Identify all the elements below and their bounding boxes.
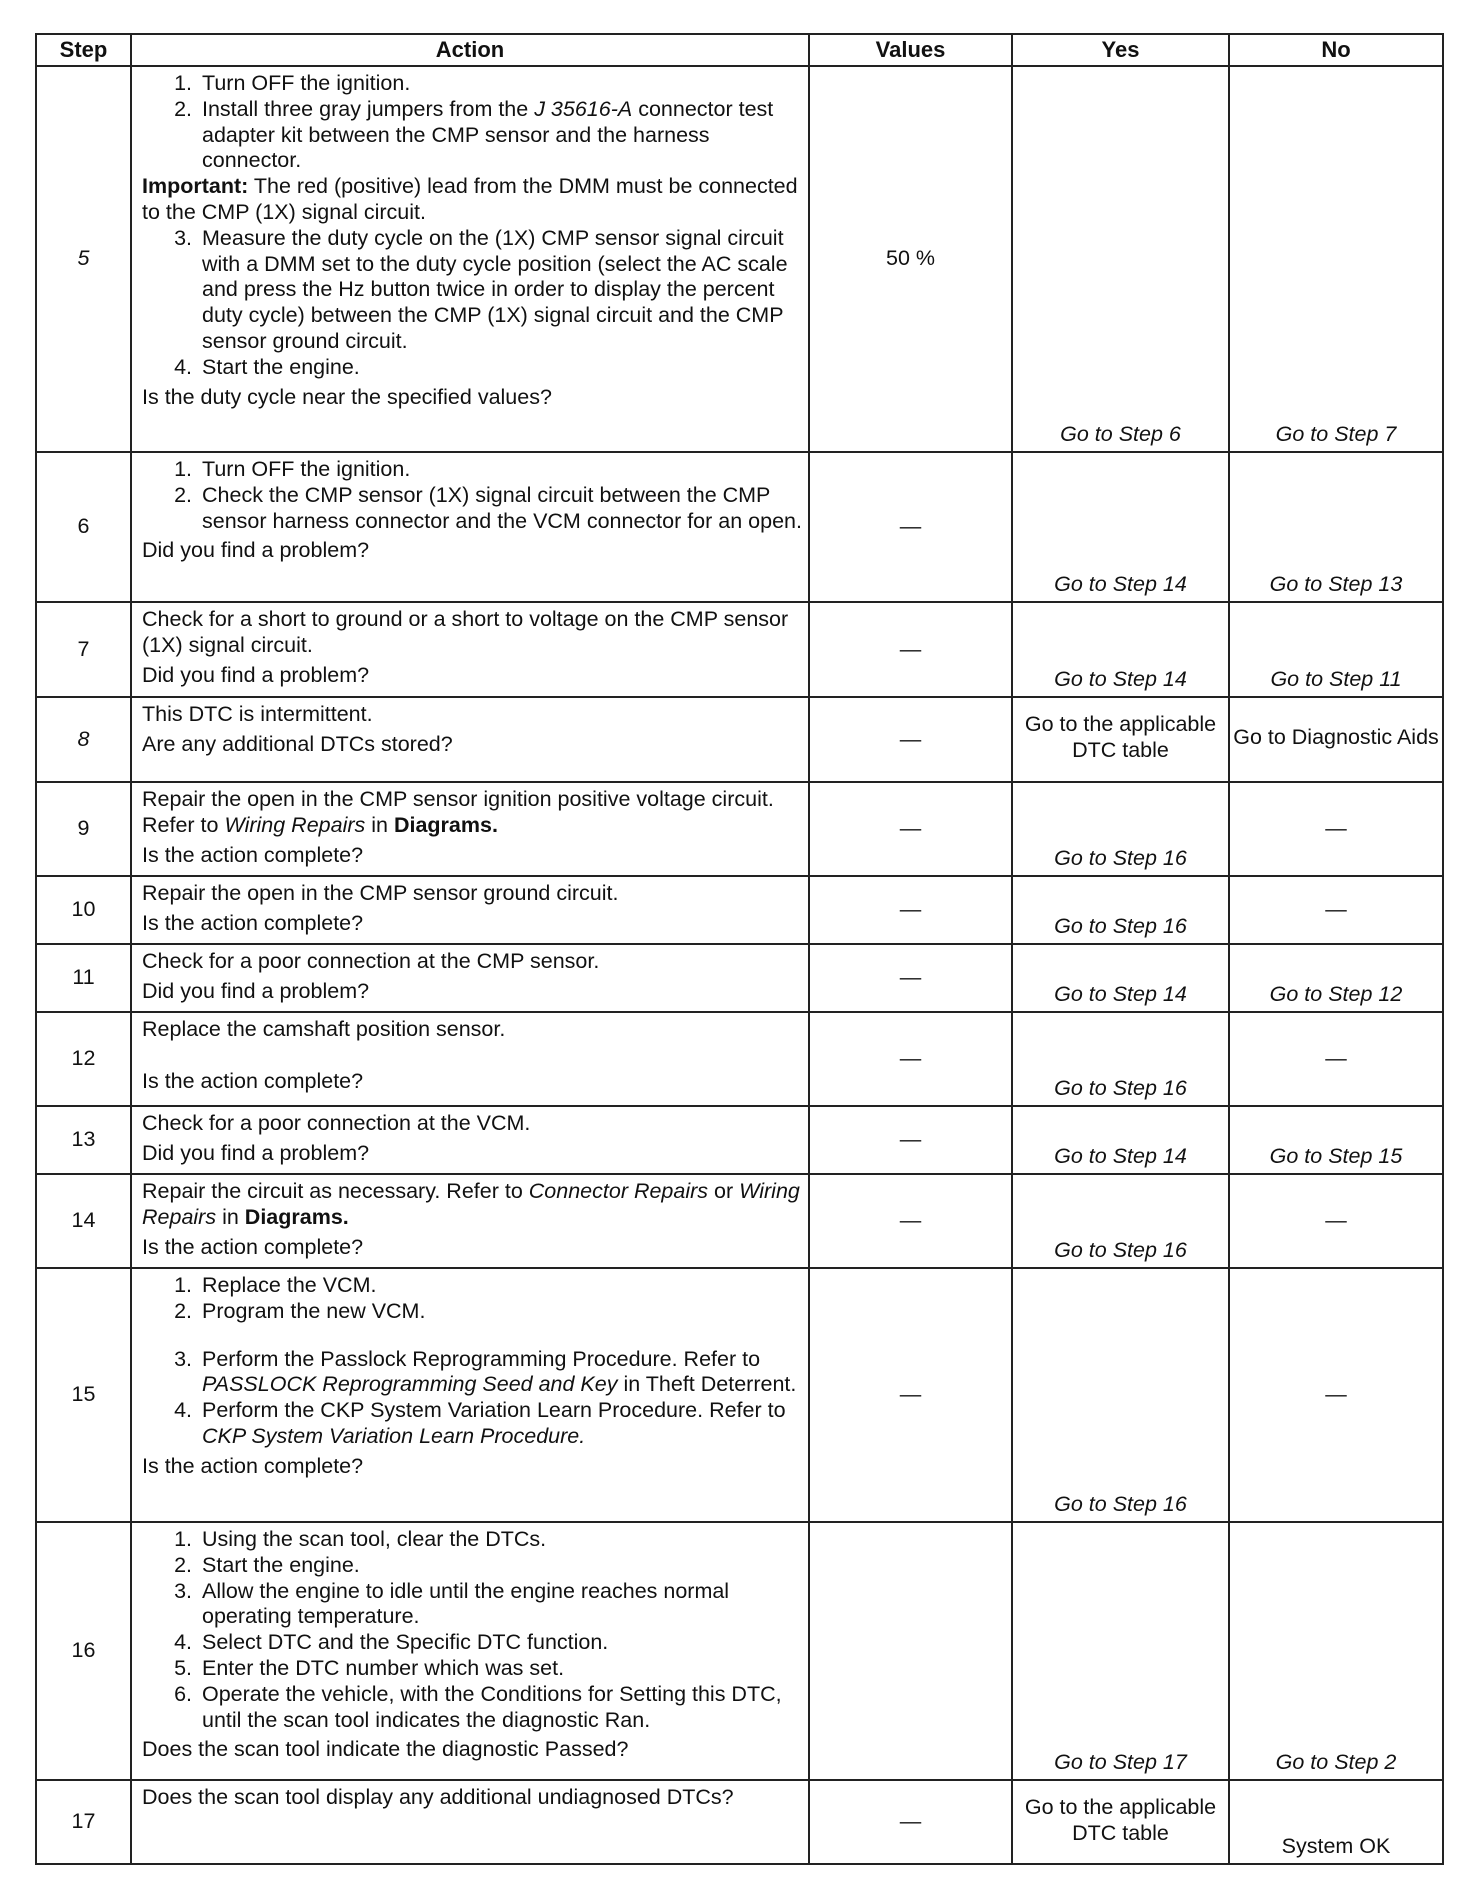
no-answer: — — [1229, 1012, 1443, 1106]
action-question: Did you find a problem? — [142, 1140, 370, 1165]
action-text: Check for a short to ground or a short to voltage on the CMP sensor (1X) signal circuit. — [142, 607, 789, 657]
action-item: 2. Install three gray jumpers from the J 35616-A connector test adapter kit between the CMP sensor and the harness connector. — [198, 97, 802, 174]
action-item: 2. Check the CMP sensor (1X) signal circuit between the CMP sensor harness connector and the VCM connector for an open. — [198, 483, 802, 535]
header-no: No — [1229, 34, 1443, 66]
no-answer: — — [1229, 1174, 1443, 1268]
action-cell — [131, 697, 809, 782]
action-item: 5. Enter the DTC number which was set. — [198, 1656, 802, 1682]
action-text: This DTC is intermittent. — [142, 702, 373, 726]
no-answer: Go to Step 12 — [1229, 944, 1443, 1012]
action-cell — [131, 1522, 809, 1780]
action-text: Check for a poor connection at the VCM. — [142, 1111, 531, 1135]
action-cell — [131, 782, 809, 876]
value-cell: — — [809, 1106, 1012, 1174]
table-row — [36, 602, 1443, 697]
diagnostic-table — [35, 33, 1444, 1865]
header-action: Action — [131, 34, 809, 66]
important-note: Important: The red (positive) lead from the DMM must be connected to the CMP (1X) signal circuit. — [142, 174, 798, 224]
no-answer: — — [1229, 876, 1443, 944]
table-row — [36, 1268, 1443, 1522]
no-answer: Go to Step 13 — [1229, 452, 1443, 602]
no-answer: Go to Step 7 — [1229, 66, 1443, 452]
action-question: Is the action complete? — [142, 842, 364, 867]
table-row — [36, 876, 1443, 944]
step-number: 7 — [36, 602, 131, 697]
action-cell — [131, 1012, 809, 1106]
action-item: 3. Measure the duty cycle on the (1X) CMP sensor signal circuit with a DMM set to the duty cycle position (select the AC scale and press the Hz button twice in order to display the percent duty cycle) between the CMP (1X) signal circuit and the CMP sensor ground circuit. — [198, 226, 802, 355]
action-question: Does the scan tool display any additional undiagnosed DTCs? — [142, 1785, 734, 1809]
value-cell: — — [809, 602, 1012, 697]
table-row — [36, 1522, 1443, 1780]
action-text: Replace the camshaft position sensor. — [142, 1017, 506, 1041]
step-number: 17 — [36, 1780, 131, 1864]
step-number: 9 — [36, 782, 131, 876]
action-item: 1. Replace the VCM. — [198, 1273, 802, 1299]
yes-answer: Go to Step 16 — [1012, 782, 1229, 876]
step-number: 5 — [36, 66, 131, 452]
yes-answer: Go to the applicable DTC table — [1012, 1780, 1229, 1864]
action-question: Did you find a problem? — [142, 662, 370, 687]
yes-answer: Go to Step 17 — [1012, 1522, 1229, 1780]
yes-answer: Go to the applicable DTC table — [1012, 697, 1229, 782]
table-row — [36, 944, 1443, 1012]
action-item: 3. Allow the engine to idle until the engine reaches normal operating temperature. — [198, 1579, 802, 1631]
action-item: 1. Turn OFF the ignition. — [198, 71, 802, 97]
value-cell: — — [809, 697, 1012, 782]
action-question: Is the action complete? — [142, 910, 364, 935]
no-answer: System OK — [1229, 1780, 1443, 1864]
step-number: 8 — [36, 697, 131, 782]
action-cell — [131, 1174, 809, 1268]
yes-answer: Go to Step 16 — [1012, 1174, 1229, 1268]
action-item: 2. Program the new VCM. — [198, 1299, 802, 1325]
no-answer: — — [1229, 782, 1443, 876]
no-answer: Go to Step 2 — [1229, 1522, 1443, 1780]
action-text: Repair the open in the CMP sensor ignition positive voltage circuit. Refer to Wiring Repairs in Diagrams. — [142, 787, 774, 837]
action-text: Check for a poor connection at the CMP sensor. — [142, 949, 600, 973]
header-row — [36, 34, 1443, 66]
table-row — [36, 1106, 1443, 1174]
value-cell: 50 % — [809, 66, 1012, 452]
yes-answer: Go to Step 14 — [1012, 944, 1229, 1012]
value-cell: — — [809, 1012, 1012, 1106]
yes-answer: Go to Step 14 — [1012, 452, 1229, 602]
yes-answer: Go to Step 6 — [1012, 66, 1229, 452]
yes-answer: Go to Step 16 — [1012, 1268, 1229, 1522]
action-item: 3. Perform the Passlock Reprogramming Procedure. Refer to PASSLOCK Reprogramming Seed and Key in Theft Deterrent. — [198, 1347, 802, 1399]
yes-answer: Go to Step 16 — [1012, 876, 1229, 944]
action-question: Did you find a problem? — [142, 978, 370, 1003]
action-question: Does the scan tool indicate the diagnostic Passed? — [142, 1737, 629, 1762]
table-row — [36, 1012, 1443, 1106]
value-cell: — — [809, 944, 1012, 1012]
step-number: 10 — [36, 876, 131, 944]
action-cell — [131, 944, 809, 1012]
action-text: Repair the open in the CMP sensor ground circuit. — [142, 881, 619, 905]
no-answer: Go to Step 11 — [1229, 602, 1443, 697]
yes-answer: Go to Step 14 — [1012, 1106, 1229, 1174]
no-answer: — — [1229, 1268, 1443, 1522]
value-cell: — — [809, 782, 1012, 876]
action-cell — [131, 66, 809, 452]
action-question: Are any additional DTCs stored? — [142, 731, 453, 756]
table-row — [36, 452, 1443, 602]
action-item: 2. Start the engine. — [198, 1553, 802, 1579]
action-item: 4. Perform the CKP System Variation Learn Procedure. Refer to CKP System Variation Learn Procedure. — [198, 1398, 802, 1450]
action-item: 1. Using the scan tool, clear the DTCs. — [198, 1527, 802, 1553]
table-row — [36, 1780, 1443, 1864]
yes-answer: Go to Step 16 — [1012, 1012, 1229, 1106]
value-cell: — — [809, 876, 1012, 944]
table-row — [36, 66, 1443, 452]
table-row — [36, 697, 1443, 782]
step-number: 11 — [36, 944, 131, 1012]
action-cell — [131, 452, 809, 602]
table-row — [36, 782, 1443, 876]
no-answer: Go to Diagnostic Aids — [1229, 697, 1443, 782]
action-item: 4. Start the engine. — [198, 355, 802, 381]
action-cell — [131, 1780, 809, 1864]
header-values: Values — [809, 34, 1012, 66]
action-cell — [131, 602, 809, 697]
action-cell — [131, 1106, 809, 1174]
action-cell — [131, 876, 809, 944]
action-text: Repair the circuit as necessary. Refer to Connector Repairs or Wiring Repairs in Diagrams. — [142, 1179, 800, 1229]
action-question: Is the duty cycle near the specified values? — [142, 384, 552, 409]
action-item: 4. Select DTC and the Specific DTC function. — [198, 1630, 802, 1656]
action-item: 1. Turn OFF the ignition. — [198, 457, 802, 483]
header-step: Step — [36, 34, 131, 66]
action-question: Did you find a problem? — [142, 538, 370, 563]
no-answer: Go to Step 15 — [1229, 1106, 1443, 1174]
value-cell — [809, 1522, 1012, 1780]
action-cell — [131, 1268, 809, 1522]
step-number: 15 — [36, 1268, 131, 1522]
action-item: 6. Operate the vehicle, with the Conditions for Setting this DTC, until the scan tool indicates the diagnostic Ran. — [198, 1682, 802, 1734]
action-question: Is the action complete? — [142, 1453, 364, 1478]
step-number: 13 — [36, 1106, 131, 1174]
header-yes: Yes — [1012, 34, 1229, 66]
step-number: 14 — [36, 1174, 131, 1268]
action-question: Is the action complete? — [142, 1234, 364, 1259]
step-number: 16 — [36, 1522, 131, 1780]
value-cell: — — [809, 1268, 1012, 1522]
table-row — [36, 1174, 1443, 1268]
action-question: Is the action complete? — [142, 1068, 364, 1093]
value-cell: — — [809, 452, 1012, 602]
step-number: 12 — [36, 1012, 131, 1106]
value-cell: — — [809, 1780, 1012, 1864]
step-number: 6 — [36, 452, 131, 602]
value-cell: — — [809, 1174, 1012, 1268]
yes-answer: Go to Step 14 — [1012, 602, 1229, 697]
